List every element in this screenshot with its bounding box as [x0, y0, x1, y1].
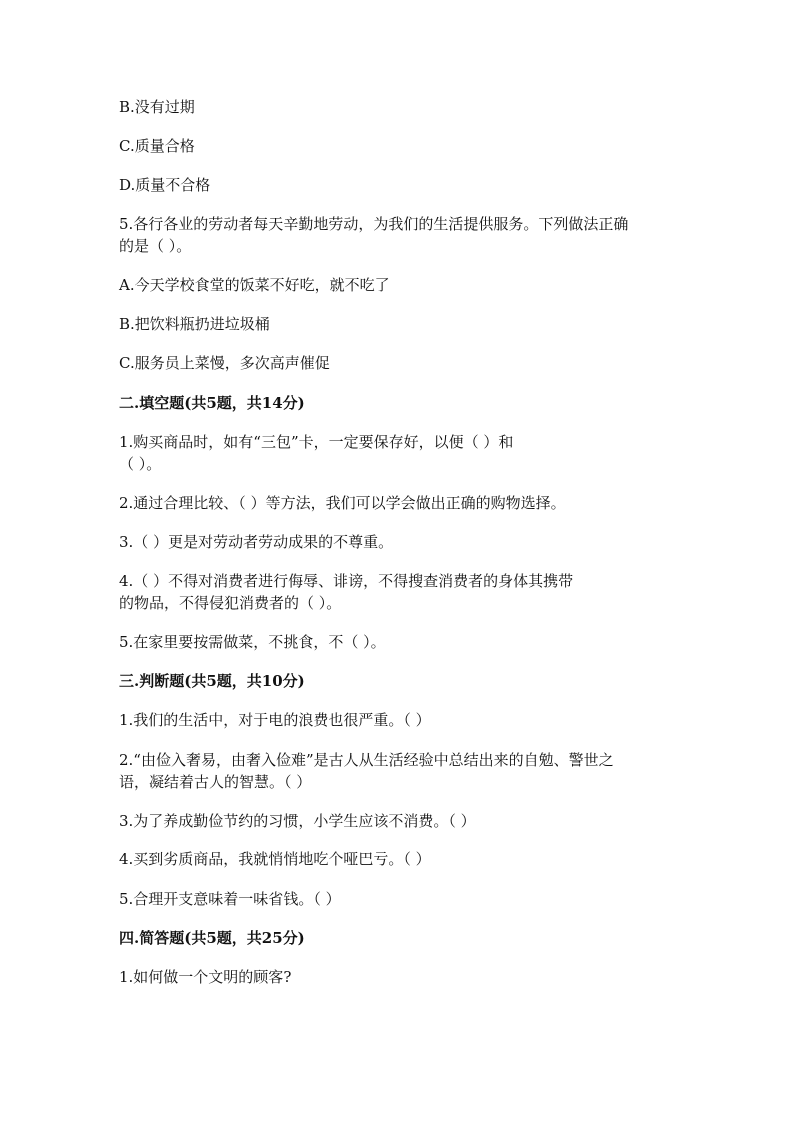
s3-item5: 5.合理开支意味着一味省钱。（ ） [119, 890, 341, 908]
q5-stem-line1: 5.各行各业的劳动者每天辛勤地劳动，为我们的生活提供服务。下列做法正确 [119, 215, 629, 233]
section4-title: 四.简答题(共5题，共25分) [119, 929, 305, 947]
q4-option-d: D.质量不合格 [119, 176, 211, 194]
s3-item2-line1: 2.“由俭入奢易，由奢入俭难”是古人从生活经验中总结出来的自勉、警世之 [119, 751, 614, 769]
s2-item2: 2.通过合理比较、（ ）等方法，我们可以学会做出正确的购物选择。 [119, 494, 566, 512]
s2-item3: 3.（ ）更是对劳动者劳动成果的不尊重。 [119, 533, 394, 551]
q5-option-c: C.服务员上菜慢，多次高声催促 [119, 354, 330, 372]
section3-title: 三.判断题(共5题，共10分) [119, 672, 305, 690]
s3-item2-line2: 语，凝结着古人的智慧。（ ） [119, 773, 312, 791]
s2-item4-line2: 的物品，不得侵犯消费者的（ ）。 [119, 594, 342, 612]
q5-option-a: A.今天学校食堂的饭菜不好吃，就不吃了 [119, 276, 390, 294]
s2-item4-line1: 4.（ ）不得对消费者进行侮辱、诽谤，不得搜查消费者的身体其携带 [119, 572, 574, 590]
s2-item5: 5.在家里要按需做菜，不挑食，不（ ）。 [119, 633, 386, 651]
section2-title: 二.填空题(共5题，共14分) [119, 394, 305, 412]
s2-item1-line2: （ ）。 [119, 455, 162, 473]
s4-item1: 1.如何做一个文明的顾客? [119, 968, 292, 986]
s3-item1: 1.我们的生活中，对于电的浪费也很严重。（ ） [119, 711, 431, 729]
s2-item1-line1: 1.购买商品时，如有“三包”卡，一定要保存好，以便（ ）和 [119, 433, 514, 451]
s3-item3: 3.为了养成勤俭节约的习惯，小学生应该不消费。（ ） [119, 812, 476, 830]
q5-option-b: B.把饮料瓶扔进垃圾桶 [119, 315, 270, 333]
q5-stem-line2: 的是（ ）。 [119, 237, 192, 255]
q4-option-c: C.质量合格 [119, 137, 195, 155]
s3-item4: 4.买到劣质商品，我就悄悄地吃个哑巴亏。（ ） [119, 850, 431, 868]
q4-option-b: B.没有过期 [119, 98, 195, 116]
